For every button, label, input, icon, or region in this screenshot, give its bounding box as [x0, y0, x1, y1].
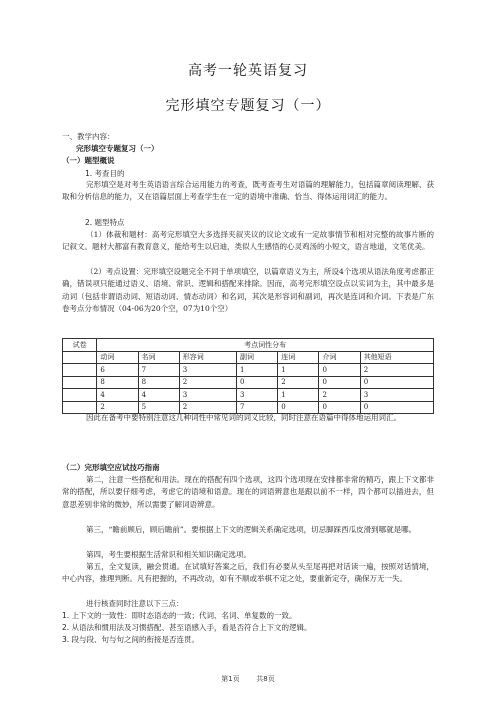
table-cell: 0 — [319, 364, 360, 377]
checklist-item: 3. 段与段、句与句之间的衔接是否连贯。 — [62, 635, 200, 644]
checklist-item: 2. 从语法和惯用法及习惯搭配、甚至语感入手，看是否符合上下文的逻辑。 — [62, 623, 312, 632]
page-total: 共8页 — [256, 675, 275, 683]
column-header: 形容词 — [179, 351, 236, 364]
table-cell: 0 — [360, 376, 433, 389]
table-cell: 1 — [237, 364, 278, 377]
paragraph-purpose: 完形填空是对考生英语语言综合运用能力的考查，既考查考生对语篇的理解能力，包括篇章阅读理解、获取和分析信息的能力，又在语篇层面上考查学生在一定的语境中准确、恰当、得体运用词汇的能力。 — [62, 180, 434, 202]
paragraph-genre: （1）体裁和题材：高考完形填空大多选择夹叙夹议的议论文或有一定故事情节和相对完整的故事片断的记叙文。题材大都富有教育意义，能给考生以启迪，类似人生感悟的心灵鸡汤的小短文，语言地道，文笔优美。 — [62, 230, 434, 252]
table-cell: 0 — [360, 401, 433, 414]
column-header: 名词 — [138, 351, 179, 364]
part-heading-overview: （一）题型概说 — [62, 156, 115, 165]
column-header: 动词 — [97, 351, 138, 364]
part-heading-strategies: （二）完形填空应试技巧指南 — [62, 463, 160, 472]
page-footer — [0, 674, 496, 684]
table-cell: 0 — [278, 401, 319, 414]
table-column-header-row — [63, 351, 434, 364]
table-cell: 8 — [138, 376, 179, 389]
column-header: 其他短语 — [360, 351, 433, 364]
table-cell: 0 — [237, 376, 278, 389]
topic-heading: 完形填空专题复习（一） — [76, 144, 159, 153]
document-subtitle: 完形填空专题复习（一） — [165, 98, 331, 114]
table-header-year: 试卷 — [63, 339, 97, 352]
table-cell: 7 — [138, 364, 179, 377]
test-point-distribution-table — [62, 338, 434, 414]
checklist-item: 1. 上下文的一致性：即时态语态的一致；代词、名词、单复数的一致。 — [62, 611, 297, 620]
table-cell: 4 — [97, 389, 138, 402]
column-header: 副词 — [237, 351, 278, 364]
table-cell: 2 — [360, 364, 433, 377]
table-cell — [63, 351, 97, 364]
table-row — [63, 376, 434, 389]
table-cell: 0 — [319, 401, 360, 414]
table-cell: 2 — [278, 376, 319, 389]
item-heading-purpose: 1. 考查目的 — [85, 169, 125, 178]
column-header: 介词 — [319, 351, 360, 364]
table-cell: 6 — [97, 364, 138, 377]
paragraph-test-points: （2）考点设置：完形填空设题完全不同于单项填空，以篇章语义为主，所设4个选项从语法角度考虑都正确，错误项只能通过语义、语境、常识、逻辑和搭配来排除。因而，高考完形填空设点以实词为主，其中最多是动词（包括非谓语动词、短语动词、情态动词）和名词，其次是形容词和副词，再次是连词和介词。下表是广东卷考点分布情况（04-06为20个空，07为10个空） — [62, 267, 434, 314]
page-number: 第1页 — [221, 675, 240, 683]
table-cell: 8 — [97, 376, 138, 389]
table-cell: 0 — [319, 376, 360, 389]
table-cell — [63, 364, 97, 377]
paragraph-strategy-common-sense: 第四，考生要根据生活常识和相关知识确定选项。 — [86, 550, 251, 559]
table-cell: 1 — [278, 364, 319, 377]
paragraph-strategy-reread: 第五，全文复读，融会贯通。在试填好答案之后，我们有必要从头至尾再把对话读一遍，按照对话情境，中心内容，推理判断。凡有把握的，不再改动，如有不顺或举棋不定之处，要重新定夺，确保万无一失。 — [62, 562, 434, 584]
table-cell: 5 — [138, 401, 179, 414]
table-cell: 3 — [179, 389, 236, 402]
table-cell: 1 — [278, 389, 319, 402]
table-cell: 2 — [179, 401, 236, 414]
table-cell — [63, 389, 97, 402]
table-cell: 4 — [138, 389, 179, 402]
paragraph-strategy-context: 第三，“瞻前顾后，顾后瞻前”。要根据上下文的逻辑关系确定选项，切忌脚踩西瓜皮滑到哪就是哪。 — [86, 525, 417, 534]
table-cell — [63, 376, 97, 389]
paragraph-preparation-note: 因此在备考中要特别注意这几种词性中常见词的词义比较，同时注意在语篇中得体地运用词汇。 — [86, 413, 401, 422]
table-cell: 2 — [97, 401, 138, 414]
document-title: 高考一轮英语复习 — [188, 63, 308, 79]
table-row — [63, 389, 434, 402]
column-header: 连词 — [278, 351, 319, 364]
paragraph-strategy-collocation: 第二，注意一些搭配和用法。现在的搭配有四个选项，这四个选项现在安排都非常的精巧，跟上下文都非常的搭配，所以要仔细考虑，考虑它的语境和语意。现在的词语辨意也是跟以前不一样，四个都可以插进去，但意思差别非常的微妙，所以需要了解词语辨意。 — [62, 475, 434, 509]
table-cell: 3 — [360, 389, 433, 402]
table-cell: 7 — [237, 401, 278, 414]
table-header-distribution: 考点词性分布 — [97, 339, 434, 352]
paragraph-checklist-intro: 进行核查同时注意以下三点： — [86, 599, 184, 608]
table-cell: 2 — [319, 389, 360, 402]
table-cell: 3 — [237, 389, 278, 402]
table-cell: 3 — [179, 364, 236, 377]
table-row — [63, 364, 434, 377]
section-heading-teaching-content: 一、教学内容： — [62, 132, 115, 141]
item-heading-features: 2. 题型特点 — [85, 218, 125, 227]
table-cell: 2 — [179, 376, 236, 389]
